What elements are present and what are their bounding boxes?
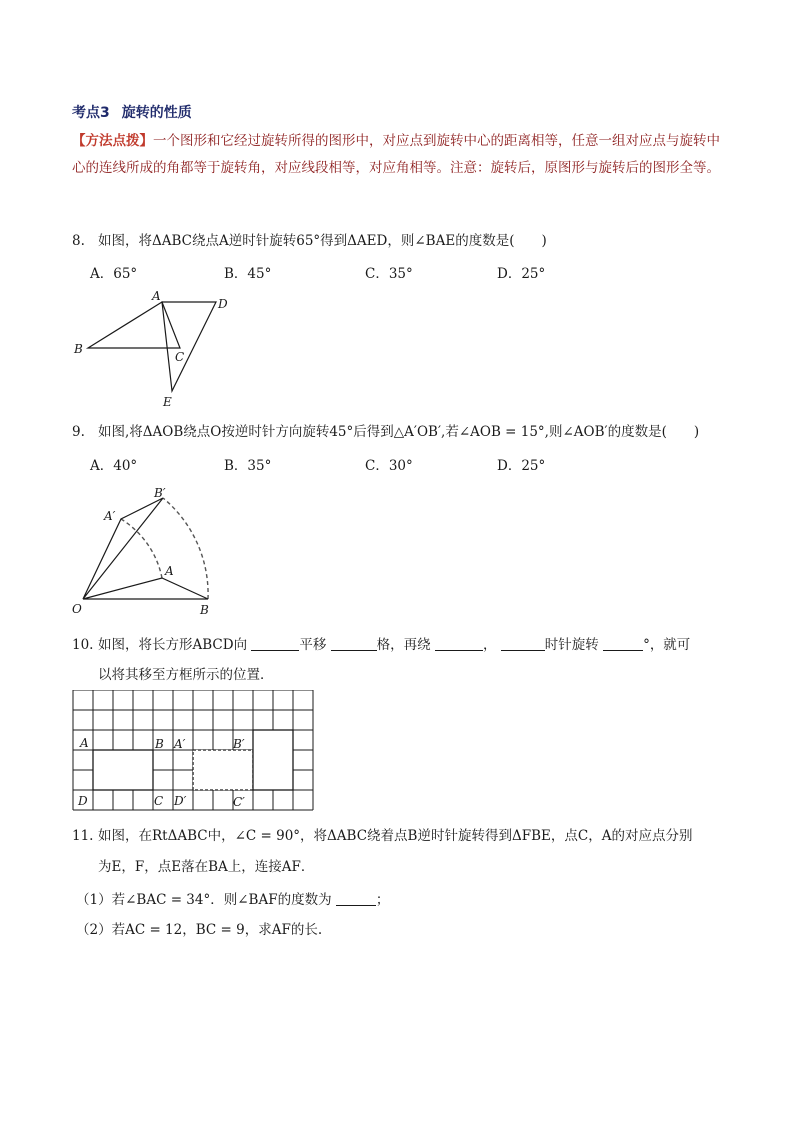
question-11-text-1: 如图，在RtΔABC中，∠C = 90°，将ΔABC绕着点B逆时针旋转得到ΔFBE，点C，A的对应点分别 bbox=[98, 828, 693, 844]
section-number: 考点3 bbox=[72, 105, 110, 121]
question-8-text: 如图，将ΔABC绕点A逆时针旋转65°得到ΔAED，则∠BAE的度数是( ) bbox=[98, 233, 547, 249]
question-10-text-e: 时针旋转 bbox=[544, 637, 599, 653]
label-b: B bbox=[155, 737, 164, 751]
answer-blank-squares[interactable] bbox=[331, 636, 377, 651]
question-10-line-1 bbox=[72, 633, 690, 653]
answer-blank-point[interactable] bbox=[435, 636, 483, 651]
option-b[interactable]: B．35° bbox=[224, 458, 272, 474]
section-heading bbox=[72, 102, 192, 122]
rectangle-abcd bbox=[93, 750, 153, 790]
question-8-number: 8. bbox=[72, 233, 85, 249]
method-tag: 【方法点拨】 bbox=[72, 133, 153, 149]
option-a[interactable]: A．40° bbox=[90, 458, 138, 474]
triangle-aed bbox=[162, 302, 216, 391]
question-9-number: 9. bbox=[72, 424, 85, 440]
label-a2: A′ bbox=[104, 509, 116, 523]
answer-blank-angle[interactable] bbox=[603, 636, 643, 651]
label-d: D bbox=[78, 794, 88, 808]
label-c2: C′ bbox=[233, 795, 245, 809]
question-9-figure bbox=[68, 482, 228, 622]
question-10-text-b: 平移 bbox=[299, 637, 327, 653]
question-10-grid-figure bbox=[72, 690, 316, 814]
question-8-stem bbox=[72, 229, 547, 249]
label-b2: B′ bbox=[233, 737, 245, 751]
option-c[interactable]: C．30° bbox=[365, 458, 413, 474]
option-d[interactable]: D．25° bbox=[497, 458, 546, 474]
question-10-number: 10. bbox=[72, 637, 94, 653]
label-c: C bbox=[154, 794, 164, 808]
label-b: B bbox=[74, 342, 83, 356]
question-9-text: 如图,将ΔAOB绕点O按逆时针方向旋转45°后得到△A′OB′,若∠AOB = 15°,则∠AOB′的度数是( ) bbox=[98, 424, 700, 440]
label-c: C bbox=[175, 350, 185, 364]
arc-bb2 bbox=[163, 498, 208, 599]
question-11-part-1-text: （1）若∠BAC = 34°．则∠BAF的度数为 bbox=[76, 892, 332, 908]
question-11-line-2: 为E，F，点E落在BA上，连接AF． bbox=[98, 859, 315, 875]
question-8-figure bbox=[68, 285, 238, 410]
question-11-part-1 bbox=[76, 888, 389, 908]
question-10-text-f: °，就可 bbox=[643, 637, 691, 653]
answer-blank-direction[interactable] bbox=[251, 636, 299, 651]
method-text: 一个图形和它经过旋转所得的图形中，对应点到旋转中心的距离相等，任意一组对应点与旋转中心的连线所成的角都等于旋转角，对应线段相等，对应角相等。注意：旋转后，原图形与旋转后的图形全等。 bbox=[72, 133, 720, 176]
question-8-options bbox=[90, 262, 610, 280]
arc-aa2 bbox=[121, 519, 162, 578]
dashed-frame bbox=[193, 750, 253, 790]
question-10-text-c: 格，再绕 bbox=[376, 637, 431, 653]
question-11-part-2: （2）若AC = 12，BC = 9，求AF的长. bbox=[76, 922, 323, 938]
question-10-text-d: ， bbox=[482, 637, 497, 653]
label-o: O bbox=[72, 602, 82, 616]
option-b[interactable]: B．45° bbox=[224, 266, 272, 282]
label-e: E bbox=[163, 395, 172, 409]
method-tip bbox=[72, 128, 732, 182]
answer-blank-rotation-direction[interactable] bbox=[501, 636, 545, 651]
target-frame bbox=[253, 730, 293, 790]
label-a2: A′ bbox=[174, 737, 186, 751]
question-11-number: 11. bbox=[72, 828, 94, 844]
option-a[interactable]: A．65° bbox=[90, 266, 138, 282]
triangle-aob bbox=[83, 578, 208, 599]
answer-blank-baf[interactable] bbox=[336, 891, 376, 906]
label-a: A bbox=[165, 564, 174, 578]
option-c[interactable]: C．35° bbox=[365, 266, 413, 282]
question-11-part-1-end: ； bbox=[375, 892, 390, 908]
question-10-line-2: 以将其移至方框所示的位置． bbox=[98, 667, 274, 683]
question-11-line-1 bbox=[72, 824, 692, 844]
question-10-text-a: 如图，将长方形ABCD向 bbox=[98, 637, 248, 653]
question-9-options bbox=[90, 454, 610, 472]
option-d[interactable]: D．25° bbox=[497, 266, 546, 282]
label-a: A bbox=[80, 736, 89, 750]
label-b: B bbox=[200, 603, 209, 617]
label-d2: D′ bbox=[174, 794, 187, 808]
label-a: A bbox=[152, 289, 161, 303]
label-d: D bbox=[218, 297, 228, 311]
question-9-stem bbox=[72, 420, 699, 440]
label-b2: B′ bbox=[154, 486, 166, 500]
section-title: 旋转的性质 bbox=[121, 105, 192, 121]
